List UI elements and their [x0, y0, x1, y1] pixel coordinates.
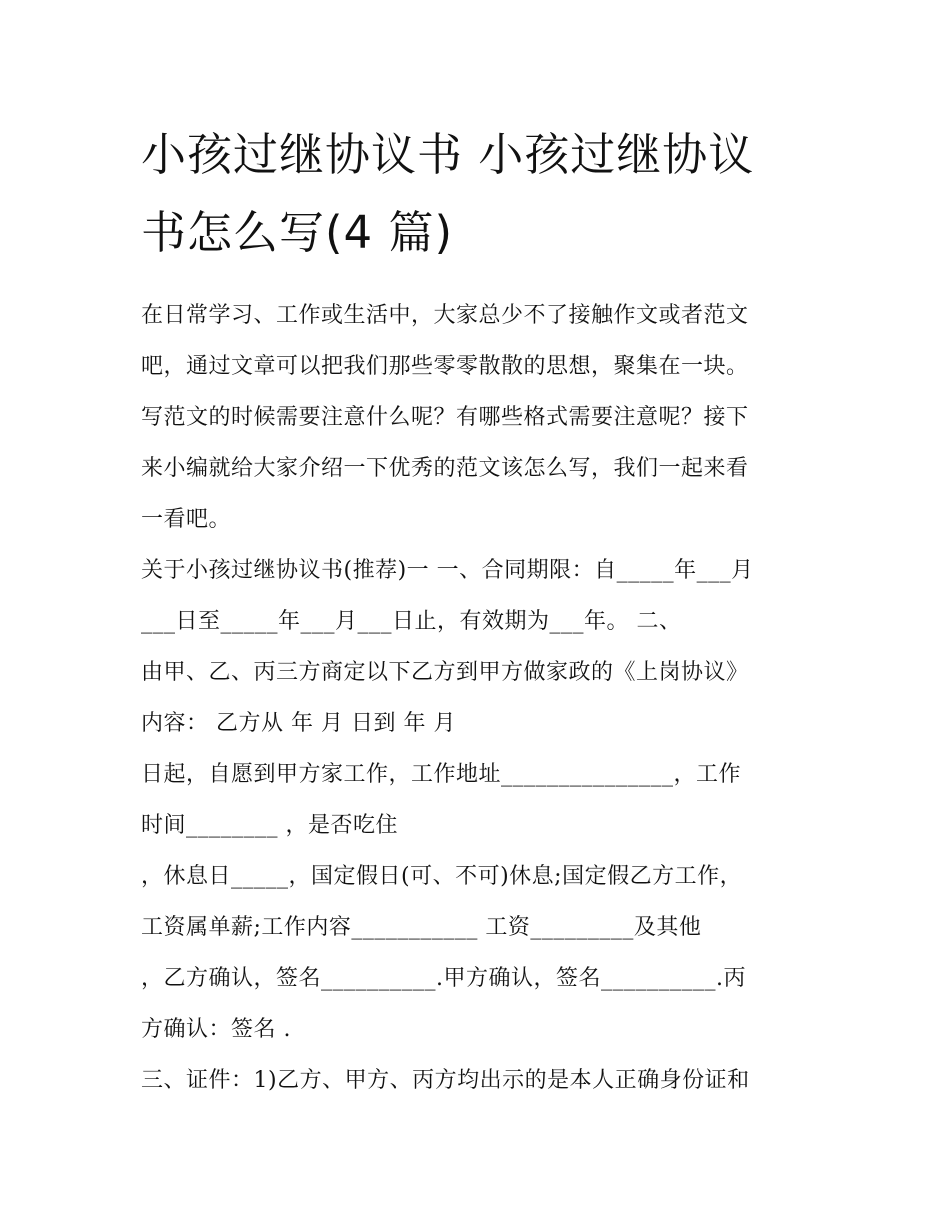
intro-line: 在日常学习、工作或生活中，大家总少不了接触作文或者范文 [141, 303, 749, 328]
body-line: 方确认：签名 . [141, 1017, 291, 1042]
body-line: ，休息日_____，国定假日(可、不可)休息;国定假乙方工作， [141, 864, 743, 889]
title-line-2: 书怎么写(4 篇) [141, 206, 454, 259]
body-line: 内容： 乙方从 年 月 日到 年 月 [141, 711, 456, 736]
agreement-body [141, 545, 831, 1106]
body-line: 日起，自愿到甲方家工作，工作地址_______________，工作 [141, 762, 742, 787]
document-content [141, 116, 831, 1106]
body-line: 工资属单薪;工作内容___________ 工资_________及其他 [141, 915, 702, 940]
body-line: 时间________ ，是否吃住 [141, 813, 398, 838]
body-line: 关于小孩过继协议书(推荐)一 一、合同期限：自_____年___月 [141, 558, 754, 583]
intro-line: 来小编就给大家介绍一下优秀的范文该怎么写，我们一起来看 [141, 456, 749, 481]
body-line: 由甲、乙、丙三方商定以下乙方到甲方做家政的《上岗协议》 [141, 660, 749, 685]
body-line: 三、证件：1)乙方、甲方、丙方均出示的是本人正确身份证和 [141, 1068, 750, 1093]
title-line-1: 小孩过继协议书 小孩过继协议 [141, 128, 755, 181]
intro-line: 写范文的时候需要注意什么呢？有哪些格式需要注意呢？接下 [141, 405, 749, 430]
document-title [141, 116, 831, 272]
intro-line: 一看吧。 [141, 507, 232, 532]
body-line: ___日至_____年___月___日止，有效期为___年。 二、 [141, 609, 682, 634]
intro-paragraph [141, 290, 831, 545]
body-line: ，乙方确认，签名__________.甲方确认，签名__________.丙 [141, 966, 746, 991]
intro-line: 吧，通过文章可以把我们那些零零散散的思想，聚集在一块。 [141, 354, 749, 379]
